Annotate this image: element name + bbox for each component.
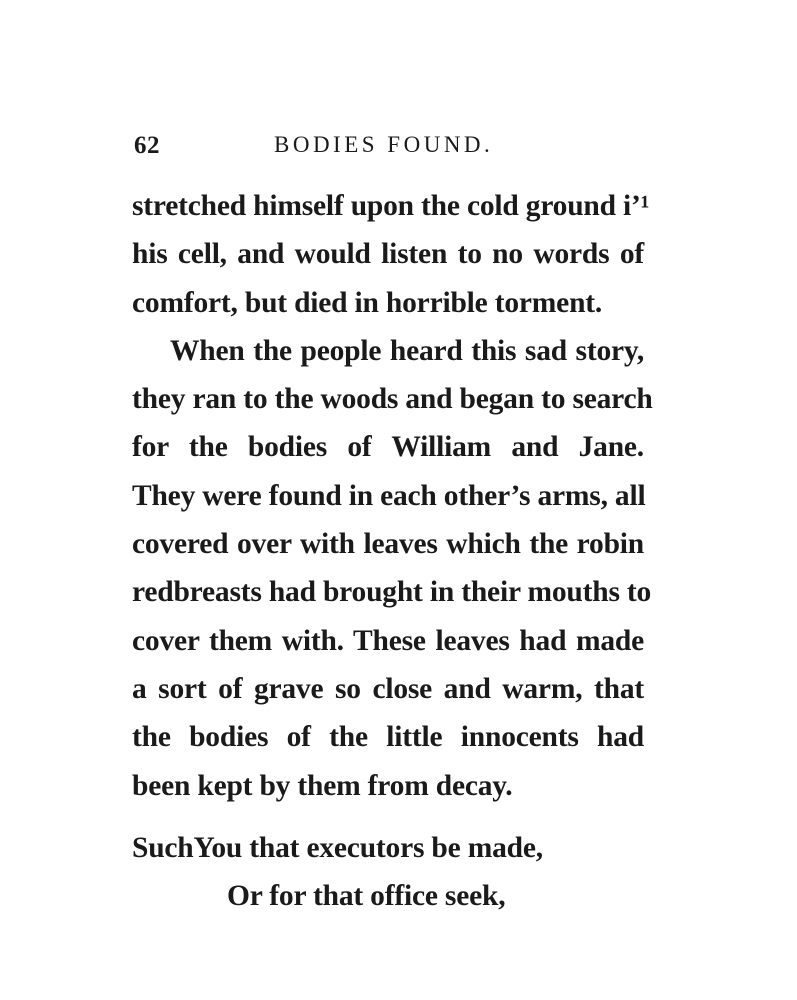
running-head: BODIES FOUND.	[274, 132, 494, 157]
text-line: They were found in each other’s arms, all	[132, 479, 646, 512]
text-line: covered over with leaves which the robin	[132, 528, 644, 561]
text-line: for the bodies of William and Jane.	[132, 431, 644, 464]
text-line: the bodies of the little innocents had	[132, 721, 644, 754]
text-line: When the people heard this sad story,	[170, 334, 644, 367]
body-text	[132, 182, 653, 810]
paragraph-2	[132, 327, 653, 810]
text-line: a sort of grave so close and warm, that	[132, 672, 644, 705]
text-line: redbreasts had brought in their mouths to	[132, 576, 652, 609]
paragraph-1	[132, 182, 650, 327]
text-line: been kept by them from decay.	[132, 769, 513, 802]
text-line: his cell, and would listen to no words of	[132, 238, 644, 271]
text-line: stretched himself upon the cold ground i’¹	[132, 190, 650, 222]
text-line: they ran to the woods and began to search	[132, 383, 653, 416]
verse-line: SuchYou that executors be made,	[132, 832, 543, 864]
page-header	[134, 132, 654, 166]
text-line: cover them with. These leaves had made	[132, 624, 644, 657]
verse-line: Or for that office seek,	[227, 880, 506, 912]
page-number: 62	[134, 132, 160, 159]
text-line: comfort, but died in horrible torment.	[132, 286, 603, 319]
verse	[132, 824, 652, 920]
